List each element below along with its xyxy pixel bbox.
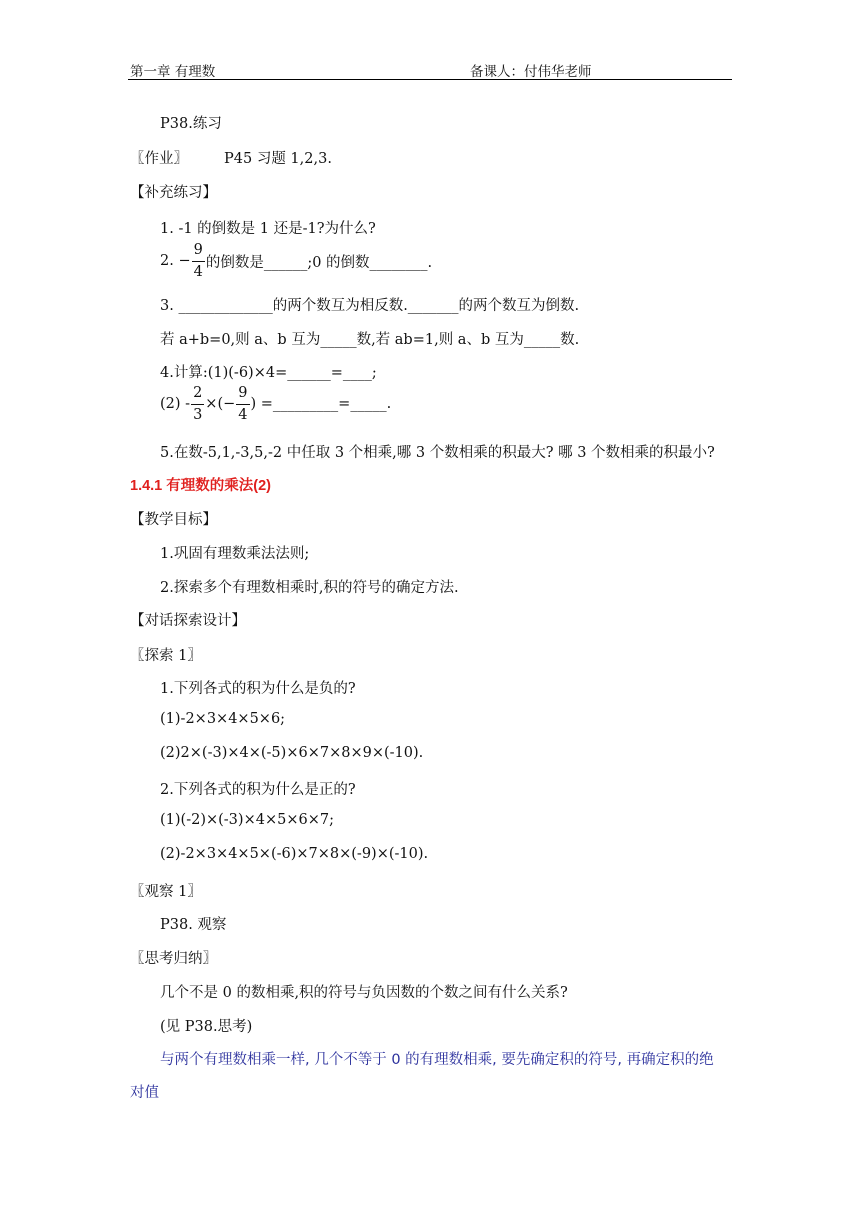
goals-heading: 【教学目标】 bbox=[130, 512, 217, 528]
explore-q2b: (2)-2×3×4×5×(-6)×7×8×(-9)×(-10). bbox=[160, 846, 429, 862]
question-4: 4.计算:(1)(-6)×4=______=____; bbox=[160, 365, 377, 381]
goal-2: 2.探索多个有理数相乘时,积的符号的确定方法. bbox=[160, 580, 459, 596]
q4b-numerator-1: 2 bbox=[191, 386, 204, 405]
question-5: 5.在数-5,1,-3,5,-2 中任取 3 个相乘,哪 3 个数相乘的积最大? 哪 3 个数相乘的积最小? bbox=[160, 445, 715, 461]
q4b-fraction-1 bbox=[191, 386, 204, 422]
q4b-denominator-2: 4 bbox=[238, 406, 248, 423]
q4b-suffix: ) =_________=_____. bbox=[250, 396, 392, 412]
q2-numerator: 9 bbox=[192, 243, 205, 262]
header-author: 备课人：付伟华老师 bbox=[470, 64, 592, 80]
question-2 bbox=[160, 243, 432, 279]
q4b-prefix: (2) - bbox=[160, 396, 191, 412]
practice-line: P38.练习 bbox=[160, 116, 222, 132]
homework-line bbox=[130, 147, 332, 168]
explore-tag: 〖探索 1〗 bbox=[130, 648, 202, 664]
question-1: 1. -1 的倒数是 1 还是-1?为什么? bbox=[160, 221, 376, 237]
conclusion-line-2: 对值 bbox=[130, 1085, 159, 1101]
q2-prefix: 2. − bbox=[160, 253, 191, 269]
think-tag: 〖思考归纳〗 bbox=[130, 951, 217, 967]
question-3: 3. _____________的两个数互为相反数._______的两个数互为倒数. bbox=[160, 298, 580, 314]
explore-q1b: (2)2×(-3)×4×(-5)×6×7×8×9×(-10). bbox=[160, 745, 424, 761]
supplement-heading: 【补充练习】 bbox=[130, 185, 217, 201]
q2-fraction bbox=[192, 243, 205, 279]
explore-q2: 2.下列各式的积为什么是正的? bbox=[160, 782, 356, 798]
observe-line: P38. 观察 bbox=[160, 917, 227, 933]
homework-tag: 〖作业〗 bbox=[130, 151, 188, 167]
q4b-fraction-2 bbox=[236, 386, 249, 422]
question-3b: 若 a+b=0,则 a、b 互为_____数,若 ab=1,则 a、b 互为_____数. bbox=[160, 332, 580, 348]
q2-suffix: 的倒数是______;0 的倒数________. bbox=[205, 254, 433, 271]
explore-q2a: (1)(-2)×(-3)×4×5×6×7; bbox=[160, 812, 334, 828]
dialogue-heading: 【对话探索设计】 bbox=[130, 613, 246, 629]
q2-denominator: 4 bbox=[193, 263, 203, 280]
goal-1: 1.巩固有理数乘法法则; bbox=[160, 546, 310, 562]
q4b-middle: ×(− bbox=[205, 396, 236, 412]
think-reference: (见 P38.思考) bbox=[160, 1019, 253, 1035]
q4b-numerator-2: 9 bbox=[236, 386, 249, 405]
homework-text: P45 习题 1,2,3. bbox=[224, 151, 332, 167]
conclusion-line-1: 与两个有理数相乘一样, 几个不等于 0 的有理数相乘, 要先确定积的符号, 再确定积的绝 bbox=[160, 1052, 714, 1068]
observe-tag: 〖观察 1〗 bbox=[130, 884, 202, 900]
section-title: 1.4.1 有理数的乘法(2) bbox=[130, 478, 271, 494]
think-question: 几个不是 0 的数相乘,积的符号与负因数的个数之间有什么关系? bbox=[160, 985, 568, 1001]
explore-q1: 1.下列各式的积为什么是负的? bbox=[160, 681, 356, 697]
question-4b bbox=[160, 386, 391, 422]
explore-q1a: (1)-2×3×4×5×6; bbox=[160, 711, 286, 727]
q4b-denominator-1: 3 bbox=[193, 406, 203, 423]
header-rule bbox=[128, 79, 732, 80]
header-chapter: 第一章 有理数 bbox=[130, 64, 216, 80]
